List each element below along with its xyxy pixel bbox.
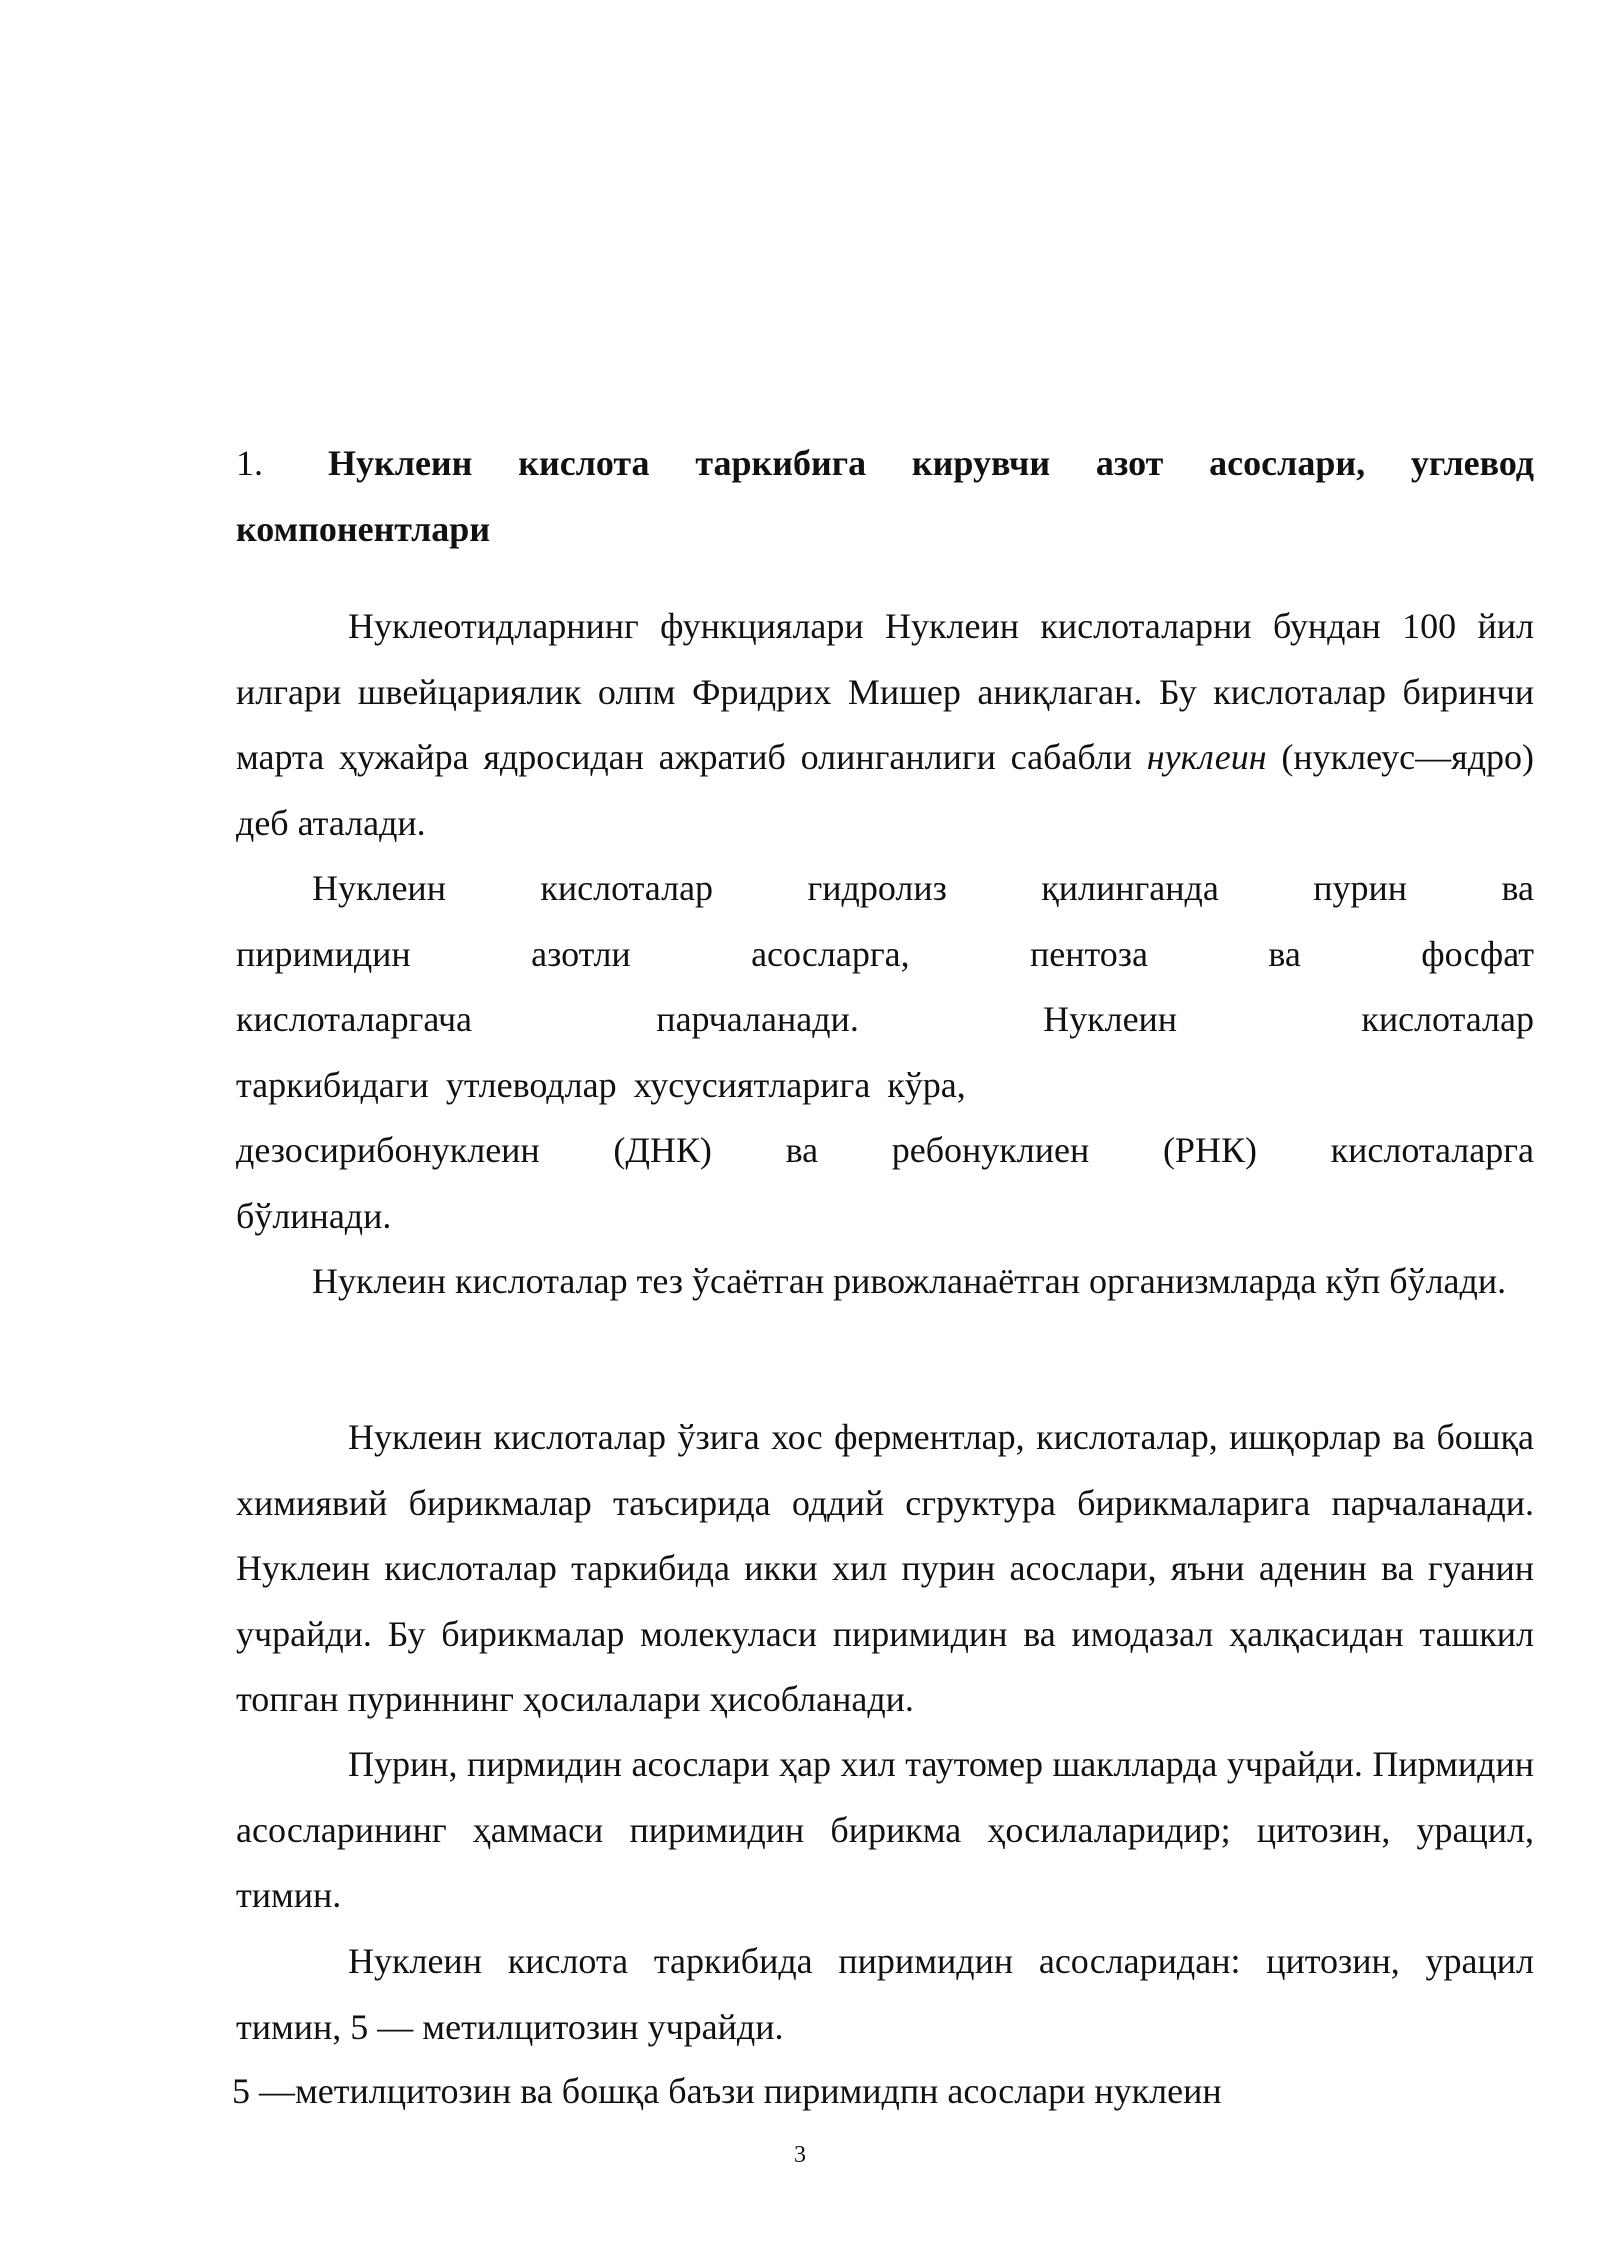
paragraph-tautomers (236, 1732, 1534, 1929)
paragraph-text: Пурин, пирмидин асослари ҳар хил таутомер шаклларда учрайди. Пирмидин асосларининг ҳаммаси пиримидин бирикма ҳосилаларидир; цитозин, урацил, тимин. (236, 1744, 1534, 1915)
paragraph-text: (нуклеус—ядро) деб аталади. (236, 737, 1535, 843)
paragraph-line: таркибидаги утлеводлар хусусиятларига кўра, (236, 1064, 966, 1105)
paragraph-hydrolysis (236, 856, 1534, 1249)
section-title: Нуклеин кислота таркибига кирувчи азот асослари, углевод компонентлари (236, 443, 1534, 549)
paragraph-nucleotide-functions (236, 594, 1534, 856)
section-number: 1. (236, 443, 263, 483)
paragraph-growth (236, 1249, 1534, 1315)
paragraph-line: пиримидин азотли асосларга, пентоза ва фосфат (236, 933, 1534, 974)
paragraph-text: Нуклеотидларнинг функциялари Нуклеин кислоталарни бундан 100 йил илгари швейцариялик олпм Фридрих Мишер аниқлаган. Бу кислоталар биринчи марта ҳужайра ядросидан ажратиб олинганлиги сабабли (236, 606, 1534, 777)
paragraph-line: бўлинади. (236, 1195, 392, 1236)
page-number: 3 (794, 2142, 806, 2168)
paragraph-line: Нуклеин кислоталар гидролиз қилинганда пурин ва (312, 868, 1534, 908)
paragraph-line: кислоталаргача парчаланади. Нуклеин кислоталар (236, 999, 1534, 1039)
paragraph-text: Нуклеин кислота таркибида пиримидин асосларидан: цитозин, урацил тимин, 5 — метилцитозин учрайди. (236, 1941, 1534, 2047)
italic-term: нуклеин (1146, 737, 1267, 777)
paragraph-decomposition (236, 1405, 1534, 1733)
paragraph-line: дезосирибонуклеин (ДНК) ва ребонуклиен (РНК) кислоталарга (236, 1130, 1534, 1170)
paragraph-text: Нуклеин кислоталар тез ўсаётган ривожланаётган организмларда кўп бўлади. (312, 1261, 1507, 1301)
section-heading (236, 431, 1534, 562)
paragraph-last-line: 5 —метилцитозин ва бошқа баъзи пиримидпн асослари нуклеин (232, 2071, 1222, 2111)
paragraph-pyrimidines (236, 1929, 1534, 2060)
paragraph-text: Нуклеин кислоталар ўзига хос ферментлар, кислоталар, ишқорлар ва бошқа химиявий бирикмалар таъсирида оддий сгруктура бирикмаларига парчаланади. Нуклеин кислоталар таркибида икки хил пурин асослари, яъни аденин ва гуанин учрайди. Бу бирикмалар молекуласи пиримидин ва имодазал ҳалқасидан ташкил топган пуриннинг ҳосилалари ҳисобланади. (236, 1417, 1534, 1719)
